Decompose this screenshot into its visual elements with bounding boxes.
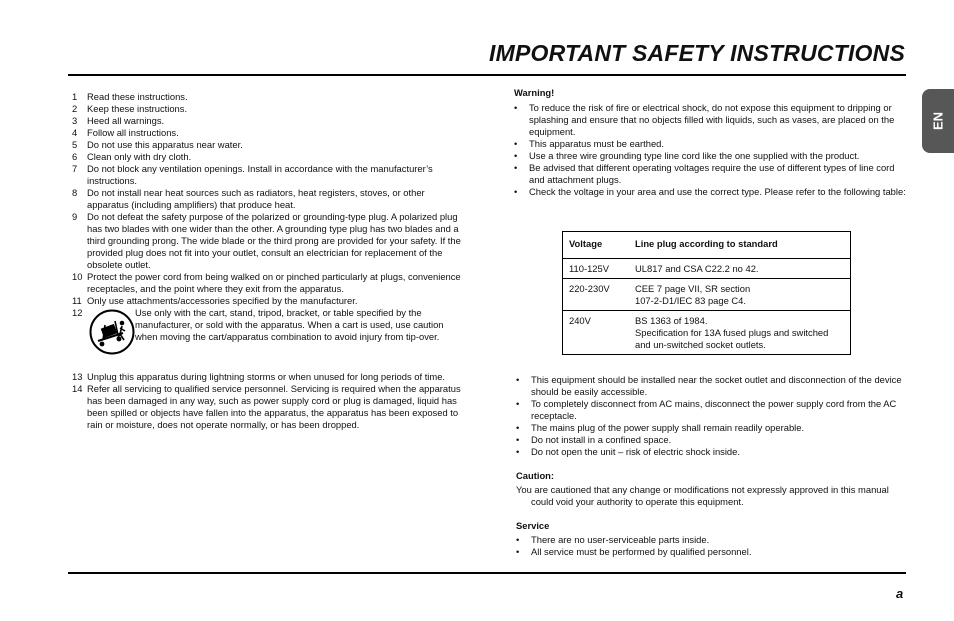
list-item <box>72 127 467 139</box>
bullet: • <box>514 186 518 197</box>
item-text: Read these instructions. <box>87 91 188 102</box>
bullet: • <box>516 398 520 409</box>
item-number: 13 <box>72 371 83 382</box>
bullet-text: The mains plug of the power supply shall remain readily operable. <box>531 422 805 433</box>
table-header-row <box>563 232 851 259</box>
list-item <box>514 138 906 150</box>
bullet-text: Do not install in a confined space. <box>531 434 672 445</box>
list-item <box>72 307 467 357</box>
item-text: Clean only with dry cloth. <box>87 151 192 162</box>
bullet: • <box>516 422 520 433</box>
item-text: Only use attachments/accessories specified by the manufacturer. <box>87 295 358 306</box>
list-item <box>72 163 467 187</box>
plug-standard-line: BS 1363 of 1984. <box>635 315 708 326</box>
plug-standard-cell <box>629 279 851 311</box>
warning-section <box>514 87 906 198</box>
list-item <box>516 446 906 458</box>
item-text: Do not defeat the safety purpose of the polarized or grounding-type plug. A polarized plug has two blades with one wider than the other. A grounding type plug has two blades and a third grounding prong. The wide blade or the third prong are provided for your safety. If the provided plug does not fit into your outlet, consult an electrician for replacement of the obsolete outlet. <box>87 211 461 270</box>
item-number: 3 <box>72 115 78 126</box>
item-number: 6 <box>72 151 78 162</box>
header-rule <box>68 74 906 76</box>
item-text: Do not install near heat sources such as radiators, heat registers, stoves, or other apparatus (including amplifiers) that produce heat. <box>87 187 425 210</box>
list-item <box>516 546 906 558</box>
plug-standard-line: 107-2-D1/IEC 83 page C4. <box>635 295 747 306</box>
bullet-text: To completely disconnect from AC mains, disconnect the power supply cord from the AC receptacle. <box>531 398 897 421</box>
warning-heading: Warning! <box>514 87 555 98</box>
list-item <box>516 374 906 398</box>
item-number: 5 <box>72 139 78 150</box>
bullet-text: Check the voltage in your area and use the correct type. Please refer to the following table: <box>529 186 906 197</box>
voltage-cell: 110-125V <box>563 259 630 279</box>
footer-rule <box>68 572 906 574</box>
bullet: • <box>516 446 520 457</box>
item-number: 14 <box>72 383 83 394</box>
bullet: • <box>516 374 520 385</box>
bullet: • <box>514 102 518 113</box>
item-number: 2 <box>72 103 78 114</box>
list-item <box>514 102 906 138</box>
list-item <box>516 434 906 446</box>
caution-heading: Caution: <box>516 470 555 481</box>
list-item <box>72 103 467 115</box>
voltage-cell: 220-230V <box>563 279 630 311</box>
table-row <box>563 279 851 311</box>
list-item <box>514 186 906 198</box>
bullet-text: This equipment should be installed near the socket outlet and disconnection of the device should be easily accessible. <box>531 374 902 397</box>
list-item <box>72 383 467 431</box>
list-item <box>72 295 467 307</box>
item-number: 11 <box>72 295 82 306</box>
item-number: 7 <box>72 163 78 174</box>
item-text: Do not block any ventilation openings. Install in accordance with the manufacturer’s instructions. <box>87 163 433 186</box>
bullet: • <box>516 546 520 557</box>
item-text: Use only with the cart, stand, tripod, bracket, or table specified by the manufacturer, or sold with the apparatus. When a cart is used, use caution when moving the cart/apparatus combination to avoid injury from tip-over. <box>135 307 444 342</box>
plug-standard-cell <box>629 311 851 355</box>
bullet: • <box>516 434 520 445</box>
bullet: • <box>514 162 518 173</box>
bullet: • <box>514 138 518 149</box>
bullet-text: There are no user-serviceable parts inside. <box>531 534 710 545</box>
plug-standard-line: UL817 and CSA C22.2 no 42. <box>635 263 759 274</box>
bullet-text: This apparatus must be earthed. <box>529 138 664 149</box>
installation-section <box>516 374 906 558</box>
item-text: Refer all servicing to qualified service personnel. Servicing is required when the apparatus has been damaged in any way, such as power supply cord or plug is damaged, liquid has been spilled or objects have fallen into the apparatus, the apparatus has been exposed to rain or moisture, does not operate normally, or has been dropped. <box>87 383 461 430</box>
table-header-cell: Line plug according to standard <box>629 232 851 259</box>
item-text: Keep these instructions. <box>87 103 188 114</box>
bullet: • <box>516 534 520 545</box>
list-item <box>72 151 467 163</box>
language-tab <box>922 89 954 153</box>
cart-warning-icon <box>87 307 135 357</box>
list-item <box>516 398 906 422</box>
caution-text: You are cautioned that any change or modifications not expressly approved in this manual could void your authority to operate this equipment. <box>516 484 889 507</box>
page-number: a <box>896 586 904 601</box>
bullet-text: Use a three wire grounding type line cord like the one supplied with the product. <box>529 150 860 161</box>
table-row <box>563 311 851 355</box>
item-number: 10 <box>72 271 83 282</box>
item-text: Do not use this apparatus near water. <box>87 139 243 150</box>
item-number: 4 <box>72 127 78 138</box>
service-heading: Service <box>516 520 550 531</box>
page-title: IMPORTANT SAFETY INSTRUCTIONS <box>489 40 905 66</box>
voltage-cell: 240V <box>563 311 630 355</box>
list-item <box>516 422 906 434</box>
voltage-plug-table <box>562 231 851 355</box>
list-item <box>72 211 467 271</box>
item-text: Unplug this apparatus during lightning storms or when unused for long periods of time. <box>87 371 446 382</box>
list-item <box>514 162 906 186</box>
plug-standard-cell <box>629 259 851 279</box>
bullet-text: Do not open the unit – risk of electric shock inside. <box>531 446 740 457</box>
plug-standard-line: CEE 7 page VII, SR section <box>635 283 751 294</box>
bullet: • <box>514 150 518 161</box>
table-header-cell: Voltage <box>563 232 630 259</box>
item-text: Follow all instructions. <box>87 127 179 138</box>
bullet-text: To reduce the risk of fire or electrical shock, do not expose this equipment to dripping or splashing and ensure that no objects filled with liquids, such as vases, are placed on the equipment. <box>529 102 895 137</box>
item-text: Protect the power cord from being walked on or pinched particularly at plugs, convenience receptacles, and the point where they exit from the apparatus. <box>87 271 461 294</box>
item-number: 8 <box>72 187 78 198</box>
table-row <box>563 259 851 279</box>
list-item <box>516 534 906 546</box>
list-item <box>514 150 906 162</box>
language-tab-label: EN <box>930 111 946 131</box>
item-number: 9 <box>72 211 78 222</box>
bullet-text: All service must be performed by qualified personnel. <box>531 546 752 557</box>
numbered-instructions <box>72 91 467 431</box>
list-item <box>72 371 467 383</box>
item-number: 12 <box>72 307 83 318</box>
item-number: 1 <box>72 91 78 102</box>
list-item <box>72 115 467 127</box>
list-item <box>72 139 467 151</box>
list-item <box>72 91 467 103</box>
item-text: Heed all warnings. <box>87 115 165 126</box>
bullet-text: Be advised that different operating voltages require the use of different types of line cord and attachment plugs. <box>529 162 895 185</box>
list-item <box>72 271 467 295</box>
plug-standard-line: Specification for 13A fused plugs and switched and un-switched socket outlets. <box>635 327 829 350</box>
list-item <box>72 187 467 211</box>
